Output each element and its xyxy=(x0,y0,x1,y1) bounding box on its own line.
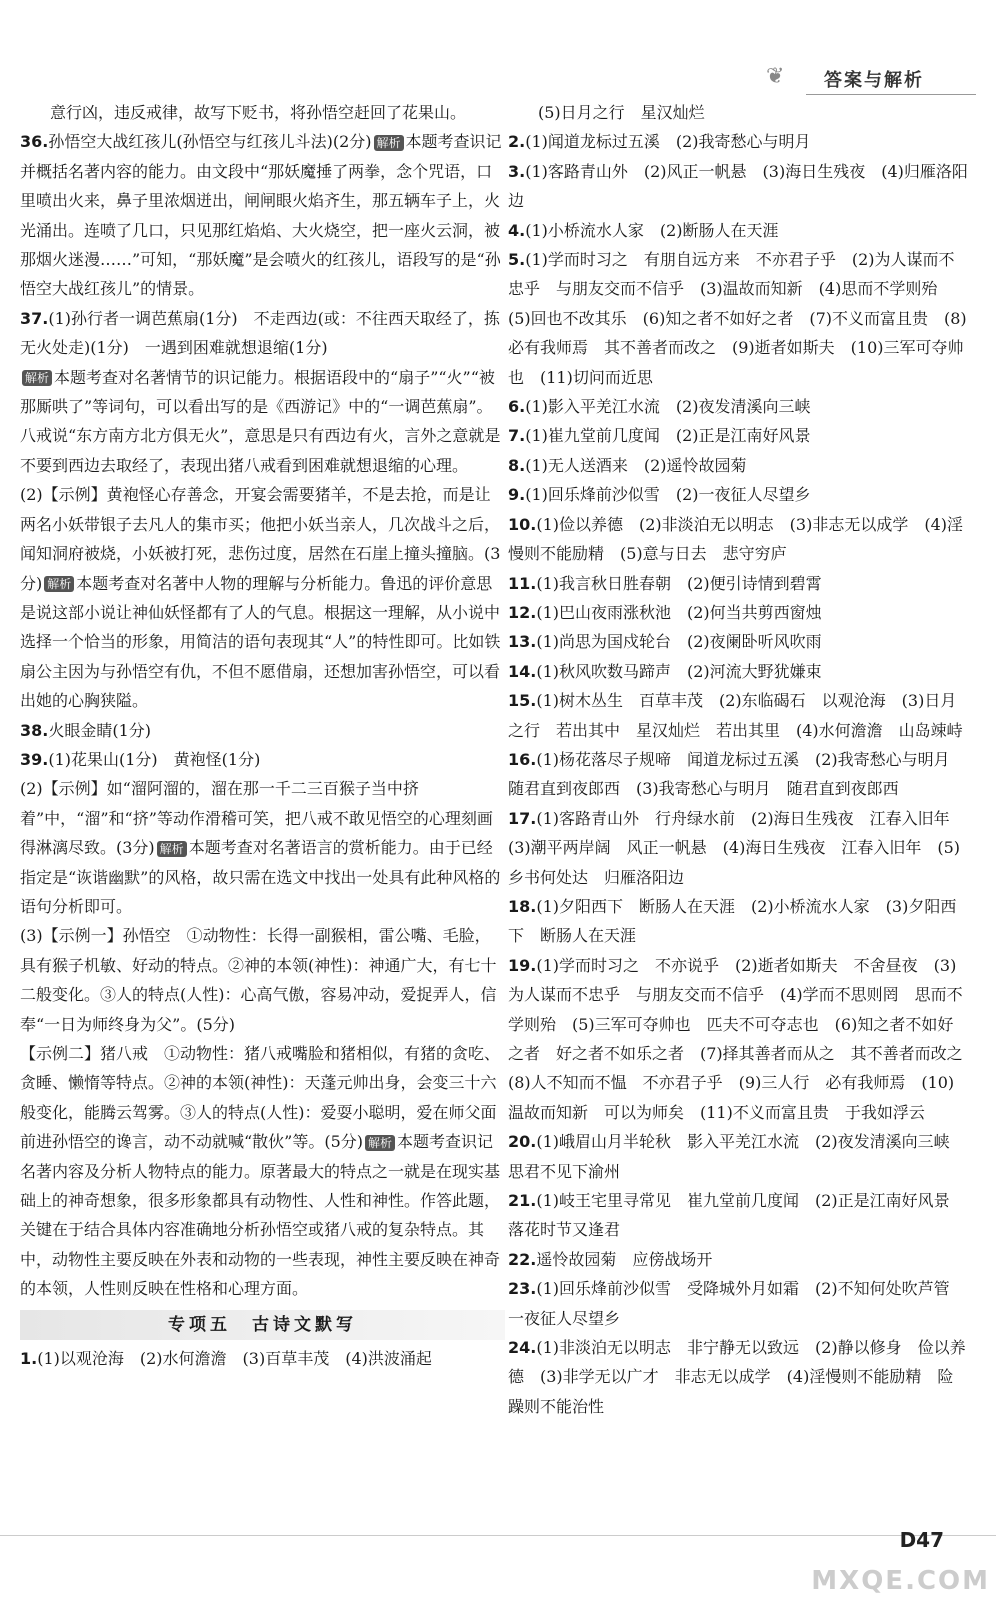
answer-37-analysis: 解析 本题考查对名著情节的识记能力。根据语段中的“扇子”“火”“被那厮哄了”等词句，可以看出写的是《西游记》中的“一调芭蕉扇”。八戒说“东方南方北方俱无火”，意思是只有西边有火，言外之意就是不要到西边去取经了，表现出猪八戒看到困难就想退缩的心理。 xyxy=(20,367,501,475)
answer-item: (5)日月之行 星汉灿烂 xyxy=(538,103,705,122)
section-header xyxy=(20,1310,505,1340)
page-number: D47 xyxy=(899,1528,944,1552)
answer-item: 21.(1)岐王宅里寻常见 崔九堂前几度闻 (2)正是江南好风景 落花时节又逢君 xyxy=(508,1191,966,1240)
answer-36: 36.孙悟空大战红孩儿(孙悟空与红孩儿斗法)(2分) 解析 本题考查识记并概括名著内容的能力。由文段中“那妖魔捶了两拳，念个咒语，口里喷出火来，鼻子里浓烟迸出，闸闸眼火焰齐生，那五辆车子上，火光涌出。连喷了几口，只见那红焰焰、大火烧空，把一座火云洞，被那烟火迷漫……”可知，“那妖魔”是会喷火的红孩儿，语段写的是“孙悟空大战红孩儿”的情景。 xyxy=(20,132,502,299)
answer-item: 16.(1)杨花落尽子规啼 闻道龙标过五溪 (2)我寄愁心与明月 随君直到夜郎西 (3)我寄愁心与明月 随君直到夜郎西 xyxy=(508,749,966,799)
answer-item: 12.(1)巴山夜雨涨秋池 (2)何当共剪西窗烛 xyxy=(508,602,822,622)
leaf-deco-icon: ❦ xyxy=(766,64,785,89)
answer-item: 23.(1)回乐烽前沙似雪 受降城外月如霜 (2)不知何处吹芦管 一夜征人尽望乡 xyxy=(508,1279,966,1328)
answer-39-1: 39.(1)花果山(1分) 黄袍怪(1分) xyxy=(20,749,261,769)
answer-item: 19.(1)学而时习之 不亦说乎 (2)逝者如斯夫 不舍昼夜 (3)为人谋而不忠乎 与朋友交而不信乎 (4)学而不思则罔 思而不学则殆 (5)三军可夺帅也 匹夫不可夺志也 (6)知之者不如好之者 好之者不如乐之者 (7)择其善者而从之 其不善者而改之 (8)人不知而不愠 不亦君子乎 (9)三人行 必有我师焉 (10)温故而知新 可以为师矣 (11)不义而富且贵 于我如浮云 xyxy=(508,955,979,1122)
header-rule xyxy=(806,94,976,95)
answer-item: 13.(1)尚思为国戍轮台 (2)夜阑卧听风吹雨 xyxy=(508,632,822,652)
answer-item: 22.遥怜故园菊 应傍战场开 xyxy=(508,1249,713,1269)
answer-item: 4.(1)小桥流水人家 (2)断肠人在天涯 xyxy=(508,220,779,240)
answer-item: 24.(1)非淡泊无以明志 非宁静无以致远 (2)静以修身 俭以养德 (3)非学无以广才 非志无以成学 (4)淫慢则不能励精 险躁则不能治性 xyxy=(508,1338,966,1416)
answer-item: 2.(1)闻道龙标过五溪 (2)我寄愁心与明月 xyxy=(508,132,811,152)
analysis-tag: 解析 xyxy=(374,135,404,151)
answer-39-3: (3)【示例一】孙悟空 ①动物性：长得一副猴相，雷公嘴、毛脸，具有猴子机敏、好动的特点。②神的本领(神性)：神通广大，有七十二般变化。③人的特点(人性)：心高气傲，容易冲动，爱捉弄人，信奉“一日为师终身为父”。(5分) xyxy=(20,926,497,1034)
answer-38: 38.火眼金睛(1分) xyxy=(20,720,152,740)
analysis-tag: 解析 xyxy=(157,841,187,857)
answer-s1: 1.(1)以观沧海 (2)水何澹澹 (3)百草丰茂 (4)洪波涌起 xyxy=(20,1348,432,1368)
answer-item: 20.(1)峨眉山月半轮秋 影入平羌江水流 (2)夜发清溪向三峡 思君不见下渝州 xyxy=(508,1132,966,1181)
section-title: 专项五 古诗文默写 xyxy=(168,1314,357,1335)
header-title: 答案与解析 xyxy=(824,70,924,91)
answer-item: 7.(1)崔九堂前几度闻 (2)正是江南好风景 xyxy=(508,426,811,446)
answer-list xyxy=(508,98,979,1421)
answer-item: 11.(1)我言秋日胜春朝 (2)便引诗情到碧霄 xyxy=(508,573,822,593)
answer-37-1: 37.(1)孙行者一调芭蕉扇(1分) 不走西边(或：不往西天取经了，拣无火处走)(1分) 一遇到困难就想退缩(1分) xyxy=(20,308,500,358)
watermark-logo: MXQE.COM xyxy=(811,1566,990,1596)
answer-item: 14.(1)秋风吹数马蹄声 (2)河流大野犹嫌束 xyxy=(508,661,822,681)
answer-item: 18.(1)夕阳西下 断肠人在天涯 (2)小桥流水人家 (3)夕阳西下 断肠人在天涯 xyxy=(508,896,957,946)
answer-39-2: (2)【示例】如“溜阿溜的，溜在那一千二三百猴子当中挤着”中，“溜”和“挤”等动作滑稽可笑，把八戒不敢见悟空的心理刻画得淋漓尽致。(3分) 解析 本题考查对名著语言的赏析能力。由于已经指定是“诙谐幽默”的风格，故只需在选文中找出一处具有此种风格的语句分析即可。 xyxy=(20,779,501,916)
answer-39-example2: 【示例二】猪八戒 ①动物性：猪八戒嘴脸和猪相似，有猪的贪吃、贪睡、懒惰等特点。②神的本领(神性)：天蓬元帅出身，会变三十六般变化，能腾云驾雾。③人的特点(人性)：爱耍小聪明，爱在师父面前进孙悟空的谗言，动不动就喊“散伙”等。(5分) 解析 本题考查识记名著内容及分析人物特点的能力。原著最大的特点之一就是在现实基础上的神奇想象，很多形象都具有动物性、人性和神性。作答此题，关键在于结合具体内容准确地分析孙悟空或猪八戒的复杂特点。其中，动物性主要反映在外表和动物的一些表现，神性主要反映在神奇的本领，人性则反映在性格和心理方面。 xyxy=(20,1044,501,1299)
analysis-tag: 解析 xyxy=(44,576,74,592)
left-column xyxy=(20,98,505,1373)
answer-item: 5.(1)学而时习之 有朋自远方来 不亦君子乎 (2)为人谋而不忠乎 与朋友交而不信乎 (3)温故而知新 (4)思而不学则殆 (5)回也不改其乐 (6)知之者不如好之者 (7)不义而富且贵 (8)必有我师焉 其不善者而改之 (9)逝者如斯夫 (10)三军可夺帅也 (11)切问而近思 xyxy=(508,250,967,387)
page-header xyxy=(766,58,976,98)
analysis-tag: 解析 xyxy=(365,1135,395,1151)
answer-37-2: (2)【示例】黄袍怪心存善念，开宴会需要猪羊，不是去抢，而是让两名小妖带银子去凡人的集市买；他把小妖当亲人，几次战斗之后，闻知洞府被烧，小妖被打死，悲伤过度，居然在石崖上撞头撞脑。(3分) 解析 本题考查对名著中人物的理解与分析能力。鲁迅的评价意思是说这部小说让神仙妖怪都有了人的气息。根据这一理解，从小说中选择一个恰当的形象，用简洁的语句表现其“人”的特性即可。比如铁扇公主因为与孙悟空有仇，不但不愿借扇，还想加害孙悟空，可以看出她的心胸狭隘。 xyxy=(20,485,501,711)
right-column xyxy=(508,98,979,1421)
answer-item: 8.(1)无人送酒来 (2)遥怜故园菊 xyxy=(508,455,747,475)
footer-rule xyxy=(0,1535,996,1536)
answer-item: 17.(1)客路青山外 行舟绿水前 (2)海日生残夜 江春入旧年 (3)潮平两岸阔 风正一帆悬 (4)海日生残夜 江春入旧年 (5)乡书何处达 归雁洛阳边 xyxy=(508,808,966,887)
analysis-tag: 解析 xyxy=(22,370,52,386)
intro-text: 意行凶，违反戒律，故写下贬书，将孙悟空赶回了花果山。 xyxy=(50,103,467,122)
answer-item: 10.(1)俭以养德 (2)非淡泊无以明志 (3)非志无以成学 (4)淫慢则不能励精 (5)意与日去 悲守穷庐 xyxy=(508,514,964,564)
answer-item: 9.(1)回乐烽前沙似雪 (2)一夜征人尽望乡 xyxy=(508,485,811,505)
answer-item: 3.(1)客路青山外 (2)风正一帆悬 (3)海日生残夜 (4)归雁洛阳边 xyxy=(508,161,968,211)
answer-item: 6.(1)影入平羌江水流 (2)夜发清溪向三峡 xyxy=(508,397,811,417)
answer-item: 15.(1)树木丛生 百草丰茂 (2)东临碣石 以观沧海 (3)日月之行 若出其中 星汉灿烂 若出其里 (4)水何澹澹 山岛竦峙 xyxy=(508,691,963,740)
